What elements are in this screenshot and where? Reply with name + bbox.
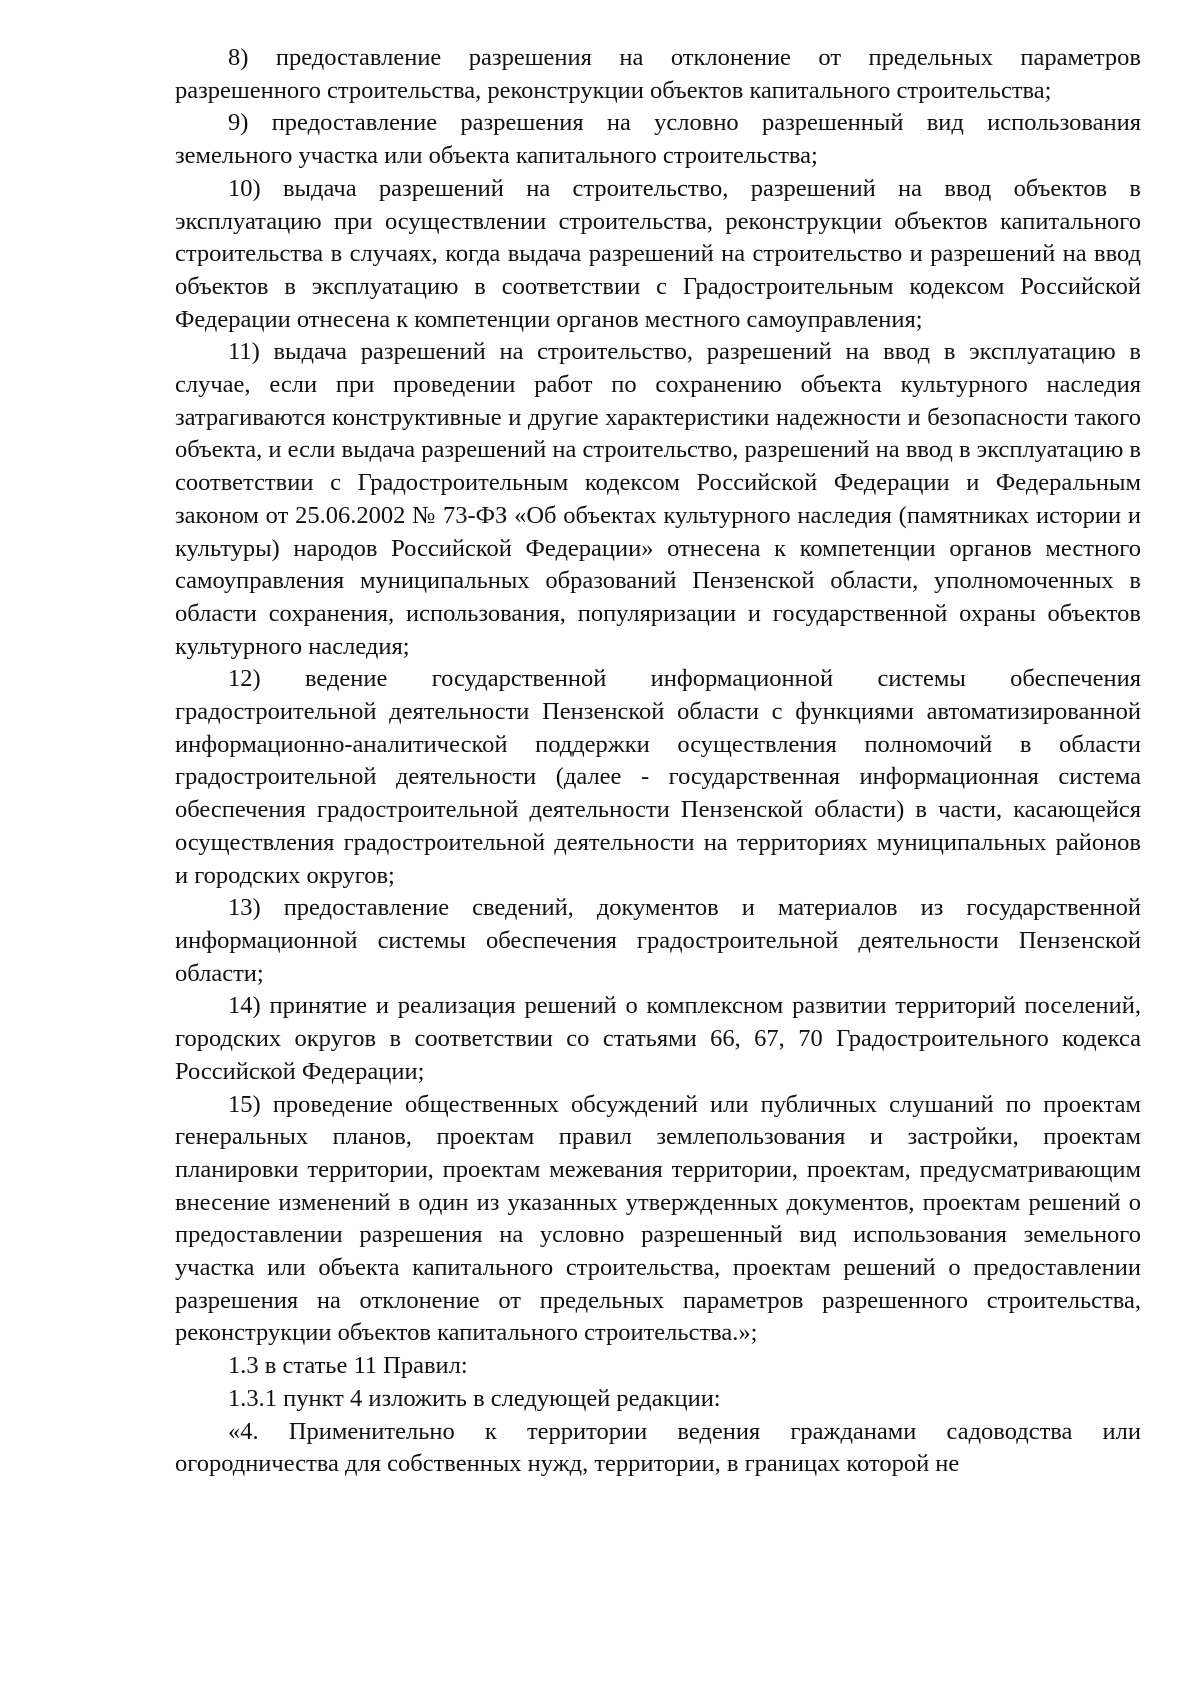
- paragraph-item-15: 15) проведение общественных обсуждений или публичных слушаний по проектам генеральных планов, проектам правил землепользования и застройки, проектам планировки территории, проектам межевания территории, проектам, предусматривающим внесение изменений в один из указанных утвержденных документов, проектам решений о предоставлении разрешения на условно разрешенный вид использования земельного участка или объекта капитального строительства, проектам решений о предоставлении разрешения на отклонение от предельных параметров разрешенного строительства, реконструкции объектов капитального строительства.»;: [175, 1090, 1141, 1347]
- paragraph-clause-4-edit: 1.3.1 пункт 4 изложить в следующей редакции:: [228, 1384, 721, 1412]
- paragraph-item-8: 8) предоставление разрешения на отклонение от предельных параметров разрешенного строительства, реконструкции объектов капитального строительства;: [175, 44, 1141, 104]
- paragraph-item-13: 13) предоставление сведений, документов и материалов из государственной информационной системы обеспечения градостроительной деятельности Пензенской области;: [175, 894, 1141, 987]
- paragraph-article-11: 1.3 в статье 11 Правил:: [228, 1352, 468, 1380]
- paragraph-clause-4-text: «4. Применительно к территории ведения гражданами садоводства или огородничества для собственных нужд, территории, в границах которой не: [175, 1417, 1141, 1478]
- paragraph-item-9: 9) предоставление разрешения на условно разрешенный вид использования земельного участка или объекта капитального строительства;: [175, 109, 1141, 170]
- paragraph-item-14: 14) принятие и реализация решений о комплексном развитии территорий поселений, городских округов в соответствии со статьями 66, 67, 70 Градостроительного кодекса Российской Федерации;: [175, 992, 1141, 1085]
- paragraph-item-12: 12) ведение государственной информационной системы обеспечения градостроительной деятельности Пензенской области с функциями автоматизированной информационно-аналитической поддержки осуществления полномочий в области градостроительной деятельности (далее - государственная информационная система обеспечения градостроительной деятельности Пензенской области) в части, касающейся осуществления градостроительной деятельности на территориях муниципальных районов и городских округов;: [175, 665, 1141, 889]
- paragraph-item-11: 11) выдача разрешений на строительство, разрешений на ввод в эксплуатацию в случае, если при проведении работ по сохранению объекта культурного наследия затрагиваются конструктивные и другие характеристики надежности и безопасности такого объекта, и если выдача разрешений на строительство, разрешений на ввод в эксплуатацию в соответствии с Градостроительным кодексом Российской Федерации и Федеральным законом от 25.06.2002 № 73-ФЗ «Об объектах культурного наследия (памятниках истории и культуры) народов Российской Федерации» отнесена к компетенции органов местного самоуправления муниципальных образований Пензенской области, уполномоченных в области сохранения, использования, популяризации и государственной охраны объектов культурного наследия;: [175, 338, 1141, 660]
- document-page: [175, 42, 1141, 1481]
- paragraph-item-10: 10) выдача разрешений на строительство, разрешений на ввод объектов в эксплуатацию при осуществлении строительства, реконструкции объектов капитального строительства в случаях, когда выдача разрешений на строительство и разрешений на ввод объектов в эксплуатацию в соответствии с Градостроительным кодексом Российской Федерации отнесена к компетенции органов местного самоуправления;: [175, 174, 1141, 333]
